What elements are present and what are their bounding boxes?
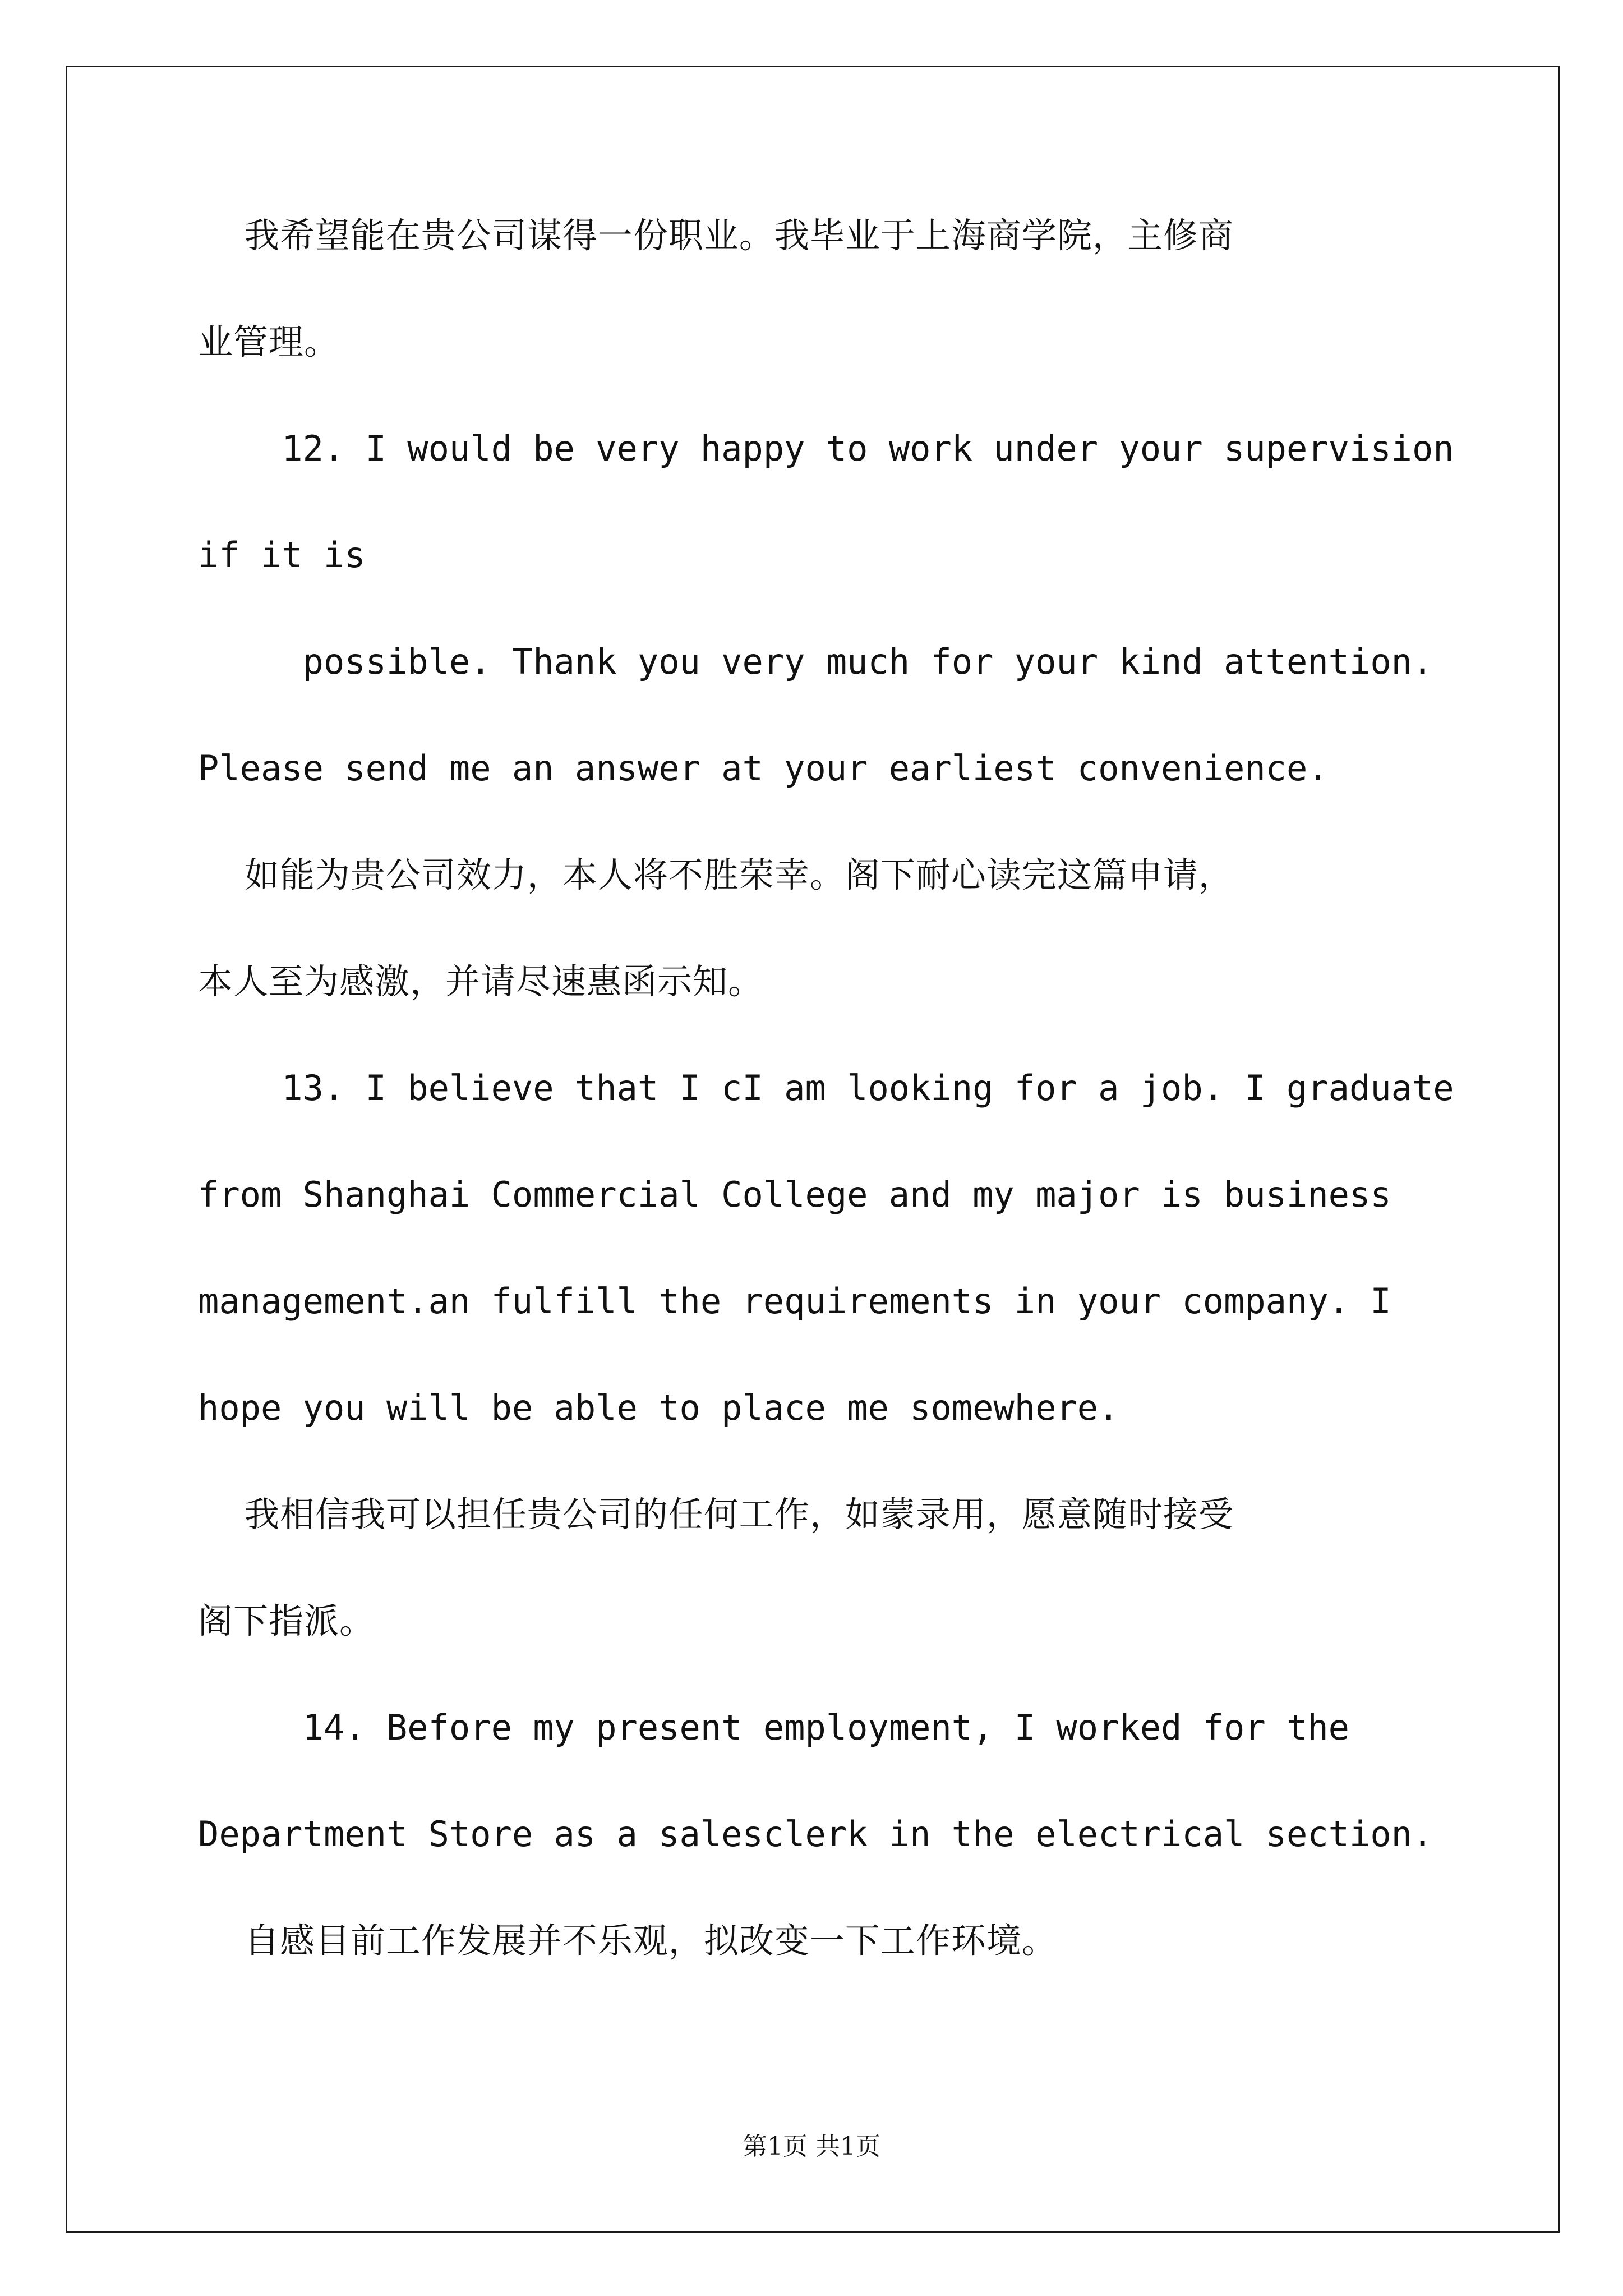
- text-line: 阁下指派。: [198, 1600, 375, 1641]
- text-line: from Shanghai Commercial College and my major is business: [198, 1174, 1391, 1215]
- text-line: 12. I would be very happy to work under your supervision: [198, 428, 1454, 469]
- text-line: management.an fulfill the requirements in your company. I: [198, 1281, 1391, 1322]
- text-line: possible. Thank you very much for your kind attention.: [198, 641, 1433, 682]
- text-line: 14. Before my present employment, I worked for the: [198, 1707, 1349, 1748]
- text-line: 自感目前工作发展并不乐观，拟改变一下工作环境。: [198, 1920, 1057, 1961]
- text-line: 如能为贵公司效力，本人将不胜荣幸。阁下耐心读完这篇申请，: [198, 854, 1234, 895]
- text-line: 我相信我可以担任贵公司的任何工作，如蒙录用，愿意随时接受: [198, 1494, 1234, 1535]
- text-line: 本人至为感激，并请尽速惠函示知。: [198, 961, 764, 1002]
- text-line: 我希望能在贵公司谋得一份职业。我毕业于上海商学院，主修商: [198, 215, 1234, 256]
- text-line: 业管理。: [198, 321, 340, 362]
- text-line: Department Store as a salesclerk in the electrical section.: [198, 1814, 1433, 1855]
- text-line: 13. I believe that I cI am looking for a job. I graduate: [198, 1068, 1454, 1108]
- text-line: hope you will be able to place me somewhere.: [198, 1387, 1119, 1428]
- page-number-footer: 第1页 共1页: [743, 2132, 880, 2161]
- text-line: if it is: [198, 535, 366, 576]
- page-border: [66, 66, 1560, 2233]
- text-line: Please send me an answer at your earliest convenience.: [198, 748, 1329, 789]
